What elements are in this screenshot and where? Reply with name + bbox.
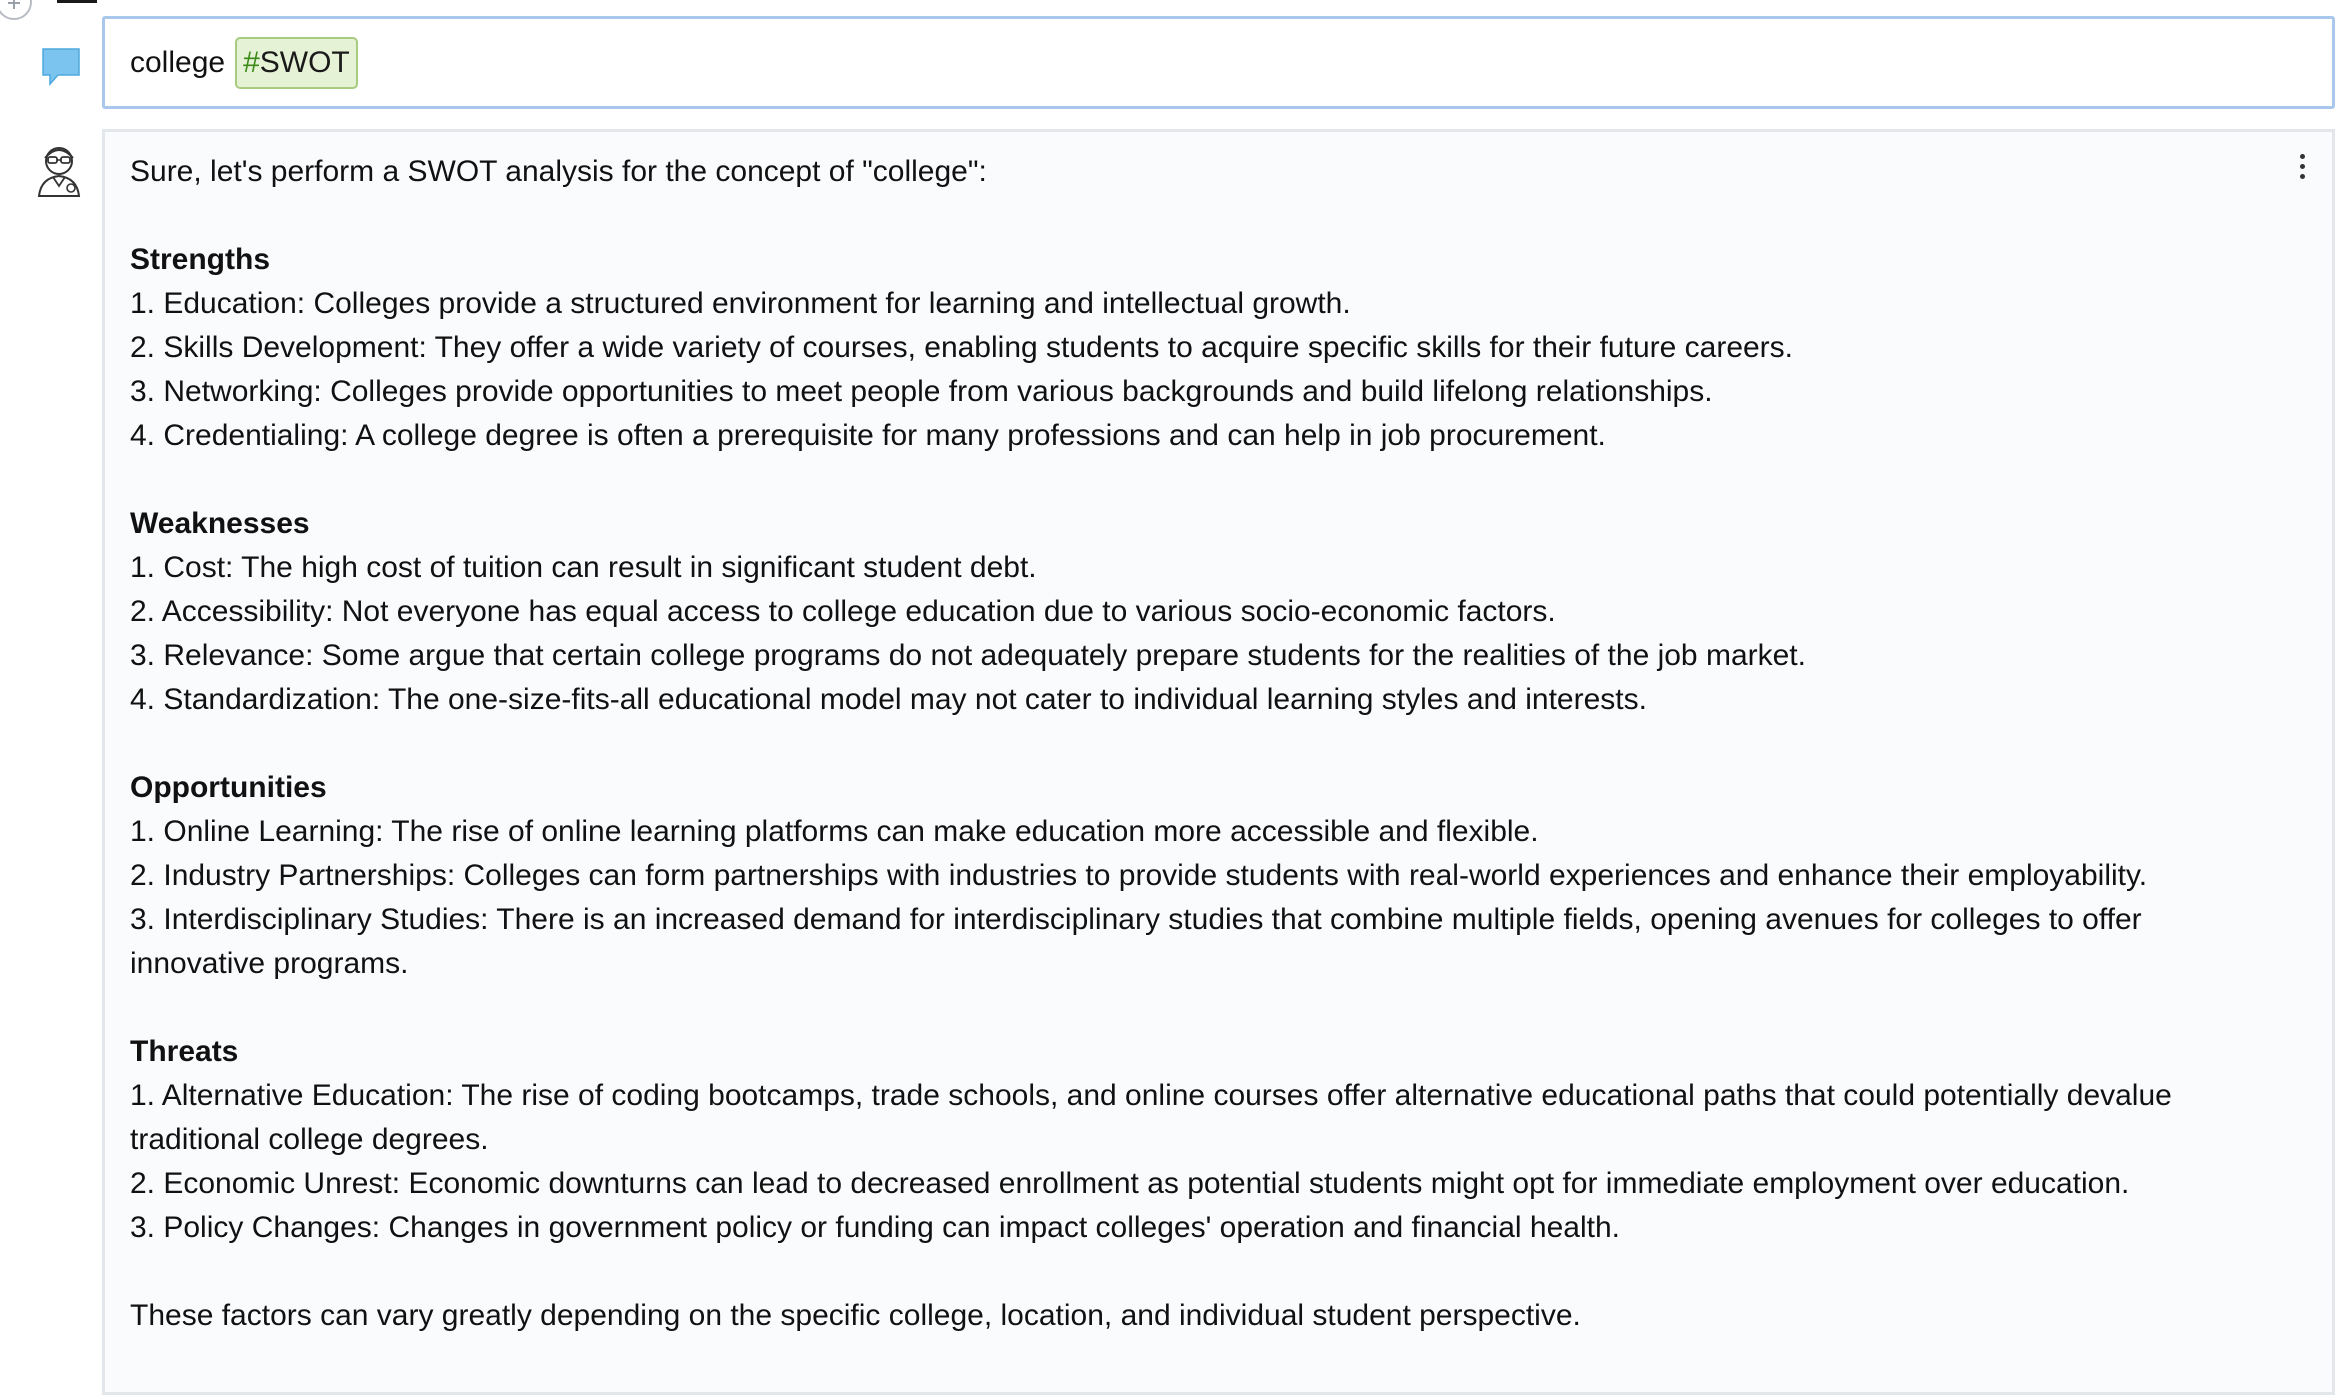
list-item: 1. Cost: The high cost of tuition can result in significant student debt.	[130, 551, 1037, 584]
list-item: 4. Standardization: The one-size-fits-all educational model may not cater to individual learning styles and interests.	[130, 683, 1647, 716]
weaknesses-heading: Weaknesses	[130, 507, 310, 540]
response-conclusion: These factors can vary greatly depending on the specific college, location, and individual student perspective.	[130, 1299, 1581, 1332]
threats-heading: Threats	[130, 1035, 239, 1068]
swot-tag-chip[interactable]	[235, 37, 358, 89]
assistant-avatar-icon	[33, 142, 85, 198]
opportunities-heading: Opportunities	[130, 771, 327, 804]
list-item: 3. Policy Changes: Changes in government policy or funding can impact colleges' operation and financial health.	[130, 1211, 1620, 1244]
list-item: 2. Accessibility: Not everyone has equal access to college education due to various socio-economic factors.	[130, 595, 1556, 628]
list-item: 1. Education: Colleges provide a structured environment for learning and intellectual growth.	[130, 287, 1351, 320]
top-tab-indicator	[57, 0, 97, 3]
list-item: 3. Networking: Colleges provide opportunities to meet people from various backgrounds and build lifelong relationships.	[130, 375, 1713, 408]
list-item: 3. Interdisciplinary Studies: There is an increased demand for interdisciplinary studies that combine multiple fields, opening avenues for colleges to offer innovative programs.	[130, 903, 2142, 980]
response-cell	[102, 129, 2335, 1395]
list-item: 3. Relevance: Some argue that certain college programs do not adequately prepare students for the realities of the job market.	[130, 639, 1806, 672]
list-item: 1. Alternative Education: The rise of coding bootcamps, trade schools, and online courses offer alternative educational paths that could potentially devalue traditional college degrees.	[130, 1079, 2172, 1156]
response-intro: Sure, let's perform a SWOT analysis for the concept of "college":	[130, 155, 987, 188]
add-cell-icon[interactable]	[0, 0, 32, 20]
chat-input-field[interactable]	[102, 16, 2335, 109]
list-item: 2. Skills Development: They offer a wide variety of courses, enabling students to acquire specific skills for their future careers.	[130, 331, 1794, 364]
list-item: 2. Economic Unrest: Economic downturns can lead to decreased enrollment as potential students might opt for immediate employment over education.	[130, 1167, 2130, 1200]
list-item: 2. Industry Partnerships: Colleges can form partnerships with industries to provide students with real-world experiences and enhance their employability.	[130, 859, 2148, 892]
list-item: 1. Online Learning: The rise of online learning platforms can make education more accessible and flexible.	[130, 815, 1539, 848]
list-item: 4. Credentialing: A college degree is often a prerequisite for many professions and can help in job procurement.	[130, 419, 1606, 452]
more-options-icon[interactable]	[2296, 154, 2308, 184]
strengths-heading: Strengths	[130, 243, 271, 276]
tag-hash: #	[243, 45, 260, 79]
tag-word: SWOT	[259, 45, 350, 79]
chat-bubble-icon	[40, 44, 82, 88]
input-text: college	[130, 45, 226, 79]
